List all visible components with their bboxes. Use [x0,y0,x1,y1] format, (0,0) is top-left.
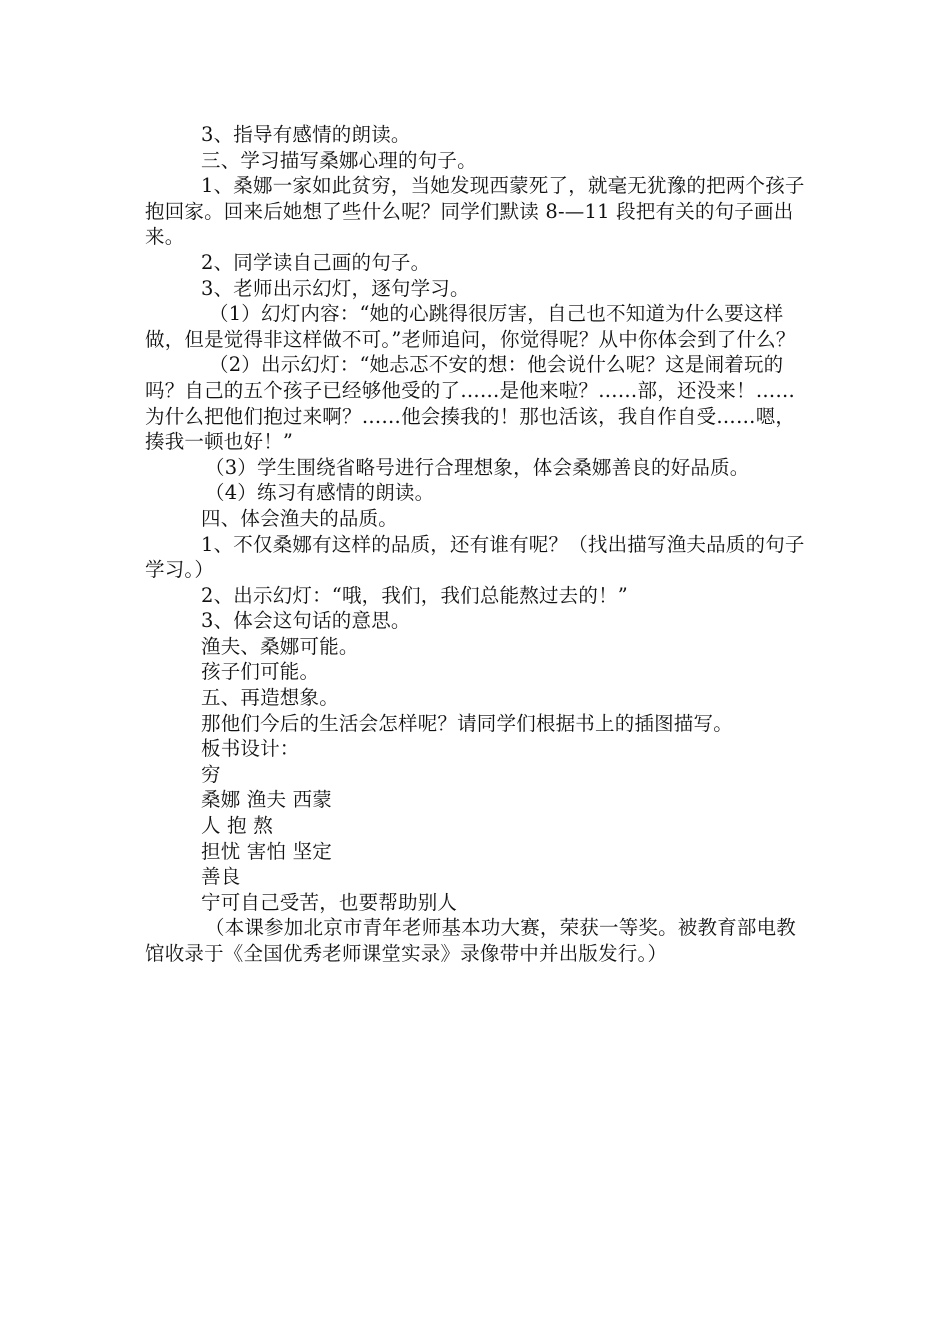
paragraph-11: 1、不仅桑娜有这样的品质，还有谁有呢？（找出描写渔夫品质的句子学习。） [145,532,805,582]
section-heading-4: 四、体会渔夫的品质。 [201,506,399,530]
paragraph-3: 1、桑娜一家如此贫穷，当她发现西蒙死了，就毫无犹豫的把两个孩子抱回家。回来后她想了些什么呢？同学们默读 8-—11 段把有关的句子画出来。 [145,174,805,249]
paragraph-8: （3）学生围绕省略号进行合理想象，体会桑娜善良的好品质。 [205,455,750,479]
paragraph-7: （2）出示幻灯：“她忐忑不安的想：他会说什么呢？这是闹着玩的吗？自己的五个孩子已经够他受的了……是他来啦？……部，还没来！……为什么把他们抱过来啊？……他会揍我的！那也活该，我自作自受……嗯，揍我一顿也好！” [145,353,796,454]
paragraph-9: （4）练习有感情的朗读。 [205,481,435,505]
paragraph-13: 3、体会这句话的意思。 [201,609,411,633]
paragraph-12: 2、出示幻灯：“哦，我们，我们总能熬过去的！” [201,583,628,607]
paragraph-1: 3、指导有感情的朗读。 [201,123,411,146]
board-line-5: 善良 [201,865,241,889]
paragraph-6: （1）幻灯内容：“她的心跳得很厉害，自己也不知道为什么要这样做，但是觉得非这样做不可。”老师追问，你觉得呢？从中你体会到了什么？ [145,302,796,351]
board-design-heading: 板书设计： [201,737,300,761]
board-line-1: 穷 [201,762,221,786]
closing-note: （本课参加北京市青年老师基本功大赛，荣获一等奖。被教育部电教馆收录于《全国优秀老师课堂实录》录像带中并出版发行。） [145,916,797,965]
paragraph-15: 孩子们可能。 [201,660,320,684]
section-heading-3: 三、学习描写桑娜心理的句子。 [201,148,477,172]
board-line-6: 宁可自己受苦，也要帮助别人 [201,890,458,914]
board-line-2: 桑娜 渔夫 西蒙 [201,788,332,812]
board-line-4: 担忧 害怕 坚定 [201,839,332,863]
board-line-3: 人 抱 熬 [201,814,273,838]
section-heading-5: 五、再造想象。 [201,686,339,710]
paragraph-5: 3、老师出示幻灯，逐句学习。 [201,276,470,300]
paragraph-17: 那他们今后的生活会怎样呢？请同学们根据书上的插图描写。 [201,711,733,735]
document-body [145,122,813,967]
paragraph-4: 2、同学读自己画的句子。 [201,250,431,274]
paragraph-14: 渔夫、桑娜可能。 [201,634,359,658]
